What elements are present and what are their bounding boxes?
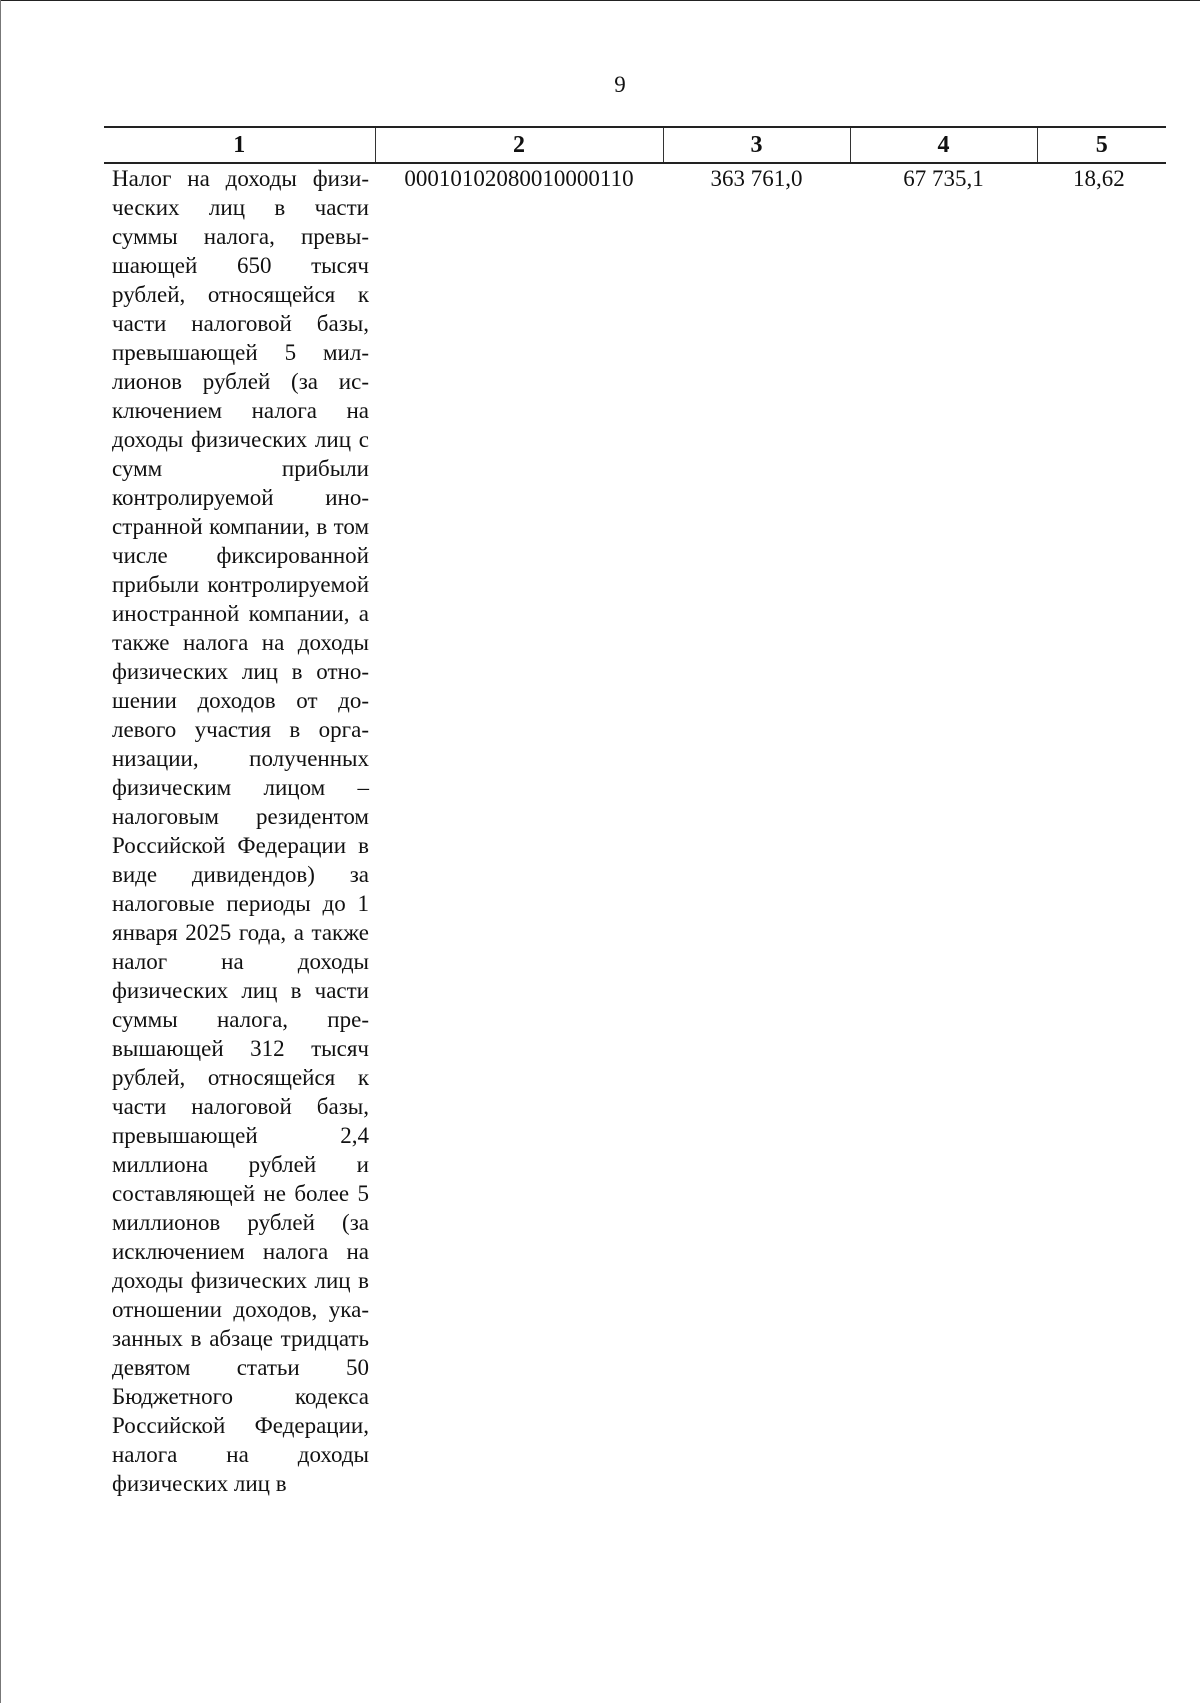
income-description-text: Налог на доходы физических лиц в части суммы налога, превышающей 650 тысяч рублей, относящейся к части налоговой базы, превышающей 5 миллионов рублей (за исключением налога на доходы физических лиц с сумм прибыли контролируемой иностранной компании, в том числе фиксированной прибыли контролируемой иностранной компании, а также налога на доходы физических лиц в отношении доходов от долевого участия в организации, полученных физическим лицом – налоговым резидентом Российской Федерации в виде дивидендов) за налоговые периоды до 1 января 2025 года, а также налог на доходы физических лиц в части суммы налога, превышающей 312 тысяч рублей, относящейся к части налоговой базы, превышающей 2,4 миллиона рублей и составляющей не более 5 миллионов рублей (за исключением налога на доходы физических лиц в отношении доходов, указанных в абзаце тридцать девятом статьи 50 Бюджетного кодекса Российской Федерации, налога на доходы физических лиц в xyxy=(112,166,369,1496)
budget-table-container xyxy=(104,126,1166,1498)
table-row xyxy=(104,163,1166,1498)
column-header-1: 1 xyxy=(104,127,375,163)
column-header-2: 2 xyxy=(375,127,663,163)
page-edge-top xyxy=(0,0,1200,1)
column-header-5: 5 xyxy=(1037,127,1166,163)
budget-code-cell: 00010102080010000110 xyxy=(404,166,634,191)
page-number: 9 xyxy=(614,72,626,97)
description-cell xyxy=(104,163,375,1498)
column-header-3: 3 xyxy=(663,127,850,163)
percent-execution-cell: 18,62 xyxy=(1073,166,1125,191)
actual-amount-cell: 67 735,1 xyxy=(903,166,984,191)
planned-amount-cell: 363 761,0 xyxy=(710,166,803,191)
budget-table xyxy=(104,126,1166,1498)
column-header-4: 4 xyxy=(850,127,1037,163)
table-header-row xyxy=(104,127,1166,163)
page-edge-left xyxy=(0,0,1,1703)
